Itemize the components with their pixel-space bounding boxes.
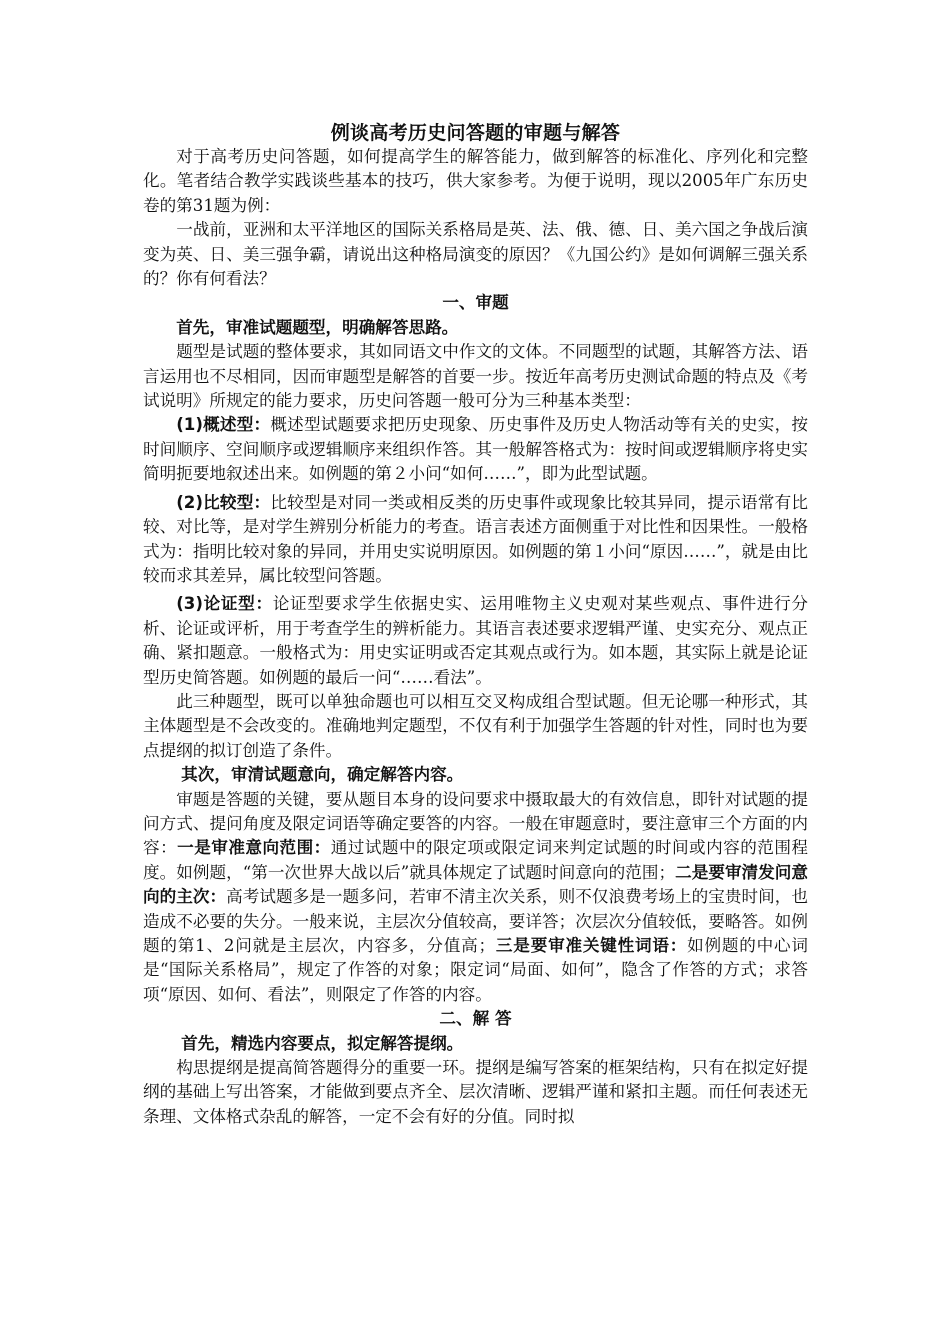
example-question: 一战前，亚洲和太平洋地区的国际关系格局是英、法、俄、德、日、美六国之争战后演变为英、日、美三强争霸，请说出这种格局演变的原因？《九国公约》是如何调解三强关系的？你有何看法？	[143, 220, 808, 289]
type-summary-paragraph	[143, 413, 808, 486]
intent-text-c: 高考试题多是一题多问，若审不清主次关系，则不仅浪费考场上的宝贵时间，也造成不必要的失分。一般来说，主层次分值较高，要详答；次层次分值较低，要略答。如例题的第1、2问就是主层次，内容多，分值高；	[143, 887, 809, 955]
intent-point-2: 二是要审清发问意向的主次：	[143, 862, 809, 907]
outline-paragraph: 构思提纲是提高简答题得分的重要一环。提纲是编写答案的框架结构，只有在拟定好提纲的基础上写出答案，才能做到要点齐全、层次清晰、逻辑严谨和紧扣主题。而任何表述无条理、文体格式杂乱的解答，一定不会有好的分值。同时拟	[143, 1058, 808, 1126]
combined-type-paragraph: 此三种题型，既可以单独命题也可以相互交叉构成组合型试题。但无论哪一种形式，其主体题型是不会改变的。准确地判定题型，不仅有利于加强学生答题的针对性，同时也为要点提纲的拟订创造了条件。	[143, 691, 808, 760]
type-compare-label: (2)比较型：	[176, 492, 271, 512]
intent-text-a: 审题是答题的关键，要从题目本身的设问要求中摄取最大的有效信息，即针对试题的提问方式、提问角度及限定词语等确定要答的内容。一般在审题意时，要注意审三个方面的内容：	[143, 789, 808, 858]
intro-paragraph: 对于高考历史问答题，如何提高学生的解答能力，做到解答的标准化、序列化和完整化。笔者结合教学实践谈些基本的技巧，供大家参考。为便于说明，现以2005年广东历史卷的第31题为例：	[143, 147, 808, 215]
section-heading-answer: 二、解 答	[439, 1009, 512, 1029]
intent-text-b: 通过试题中的限定项或限定词来判定试题的时间或内容的范围程度。如例题，“第一次世界大战以后”就具体规定了试题时间意向的范围；	[143, 838, 809, 882]
question-type-paragraph: 题型是试题的整体要求，其如同语文中作文的文体。不同题型的试题，其解答方法、语言运用也不尽相同，因而审题型是解答的首要一步。按近年高考历史测试命题的特点及《考试说明》所规定的能力要求，历史问答题一般可分为三种基本类型：	[143, 342, 808, 411]
type-summary-label: (1)概述型：	[176, 415, 271, 435]
intent-point-1: 一是审准意向范围：	[177, 838, 331, 858]
type-compare-text: 比较型是对同一类或相反类的历史事件或现象比较其异同，提示语常有比较、对比等，是对学生辨别分析能力的考查。语言表述方面侧重于对比性和因果性。一般格式为：指明比较对象的异同，并用史实说明原因。如例题的第１小问“原因……”，就是由比较而求其差异，属比较型问答题。	[143, 492, 809, 585]
document-title: 例谈高考历史问答题的审题与解答	[330, 122, 621, 144]
subheading-outline: 首先，精选内容要点，拟定解答提纲。	[181, 1033, 464, 1053]
section-heading-review: 一、审题	[442, 293, 509, 313]
subheading-question-intent: 其次，审清试题意向，确定解答内容。	[181, 765, 464, 785]
subheading-question-type: 首先，审准试题题型，明确解答思路。	[176, 317, 459, 337]
type-compare-paragraph	[143, 491, 808, 589]
intent-paragraph	[143, 788, 808, 1008]
intent-point-3: 三是要审准关键性词语：	[495, 936, 688, 955]
type-argument-paragraph	[143, 592, 808, 690]
type-summary-text: 概述型试题要求把历史现象、历史事件及历史人物活动等有关的史实，按时间顺序、空间顺序或逻辑顺序来组织作答。其一般解答格式为：按时间或逻辑顺序将史实简明扼要地叙述出来。如例题的第２小问“如何……”，即为此型试题。	[143, 415, 809, 484]
type-argument-label: (3)论证型：	[176, 594, 273, 614]
intent-text-d: 如例题的中心词是“国际关系格局”，规定了作答的对象；限定词“局面、如何”，隐含了作答的方式；求答项“原因、如何、看法”，则限定了作答的内容。	[143, 936, 809, 1004]
type-argument-text: 论证型要求学生依据史实、运用唯物主义史观对某些观点、事件进行分析、论证或评析，用于考查学生的辨析能力。其语言表述要求逻辑严谨、史实充分、观点正确、紧扣题意。一般格式为：用史实证明或否定其观点或行为。如本题，其实际上就是论证型历史简答题。如例题的最后一问“……看法”。	[143, 594, 808, 687]
